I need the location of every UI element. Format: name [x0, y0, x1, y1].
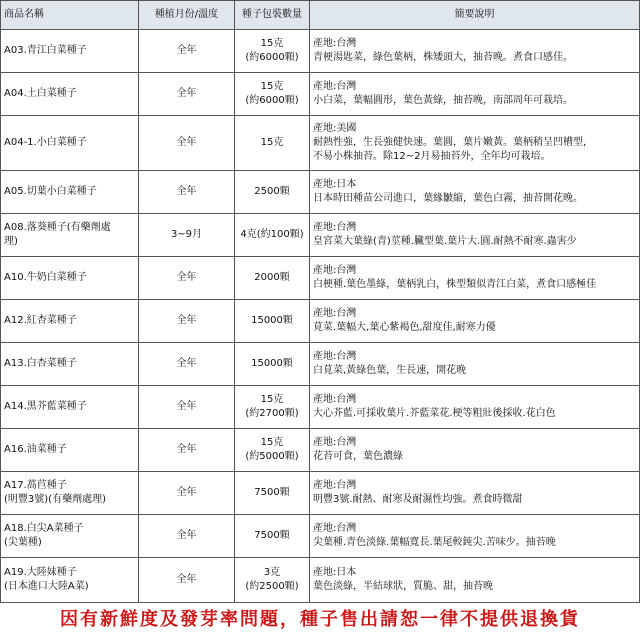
description-line: 白莧菜,黃綠色葉，生長速，開花晚	[313, 365, 467, 376]
description-line: 明豐3號.耐熱、耐寒及耐濕性均強。煮食時微甜	[313, 494, 523, 505]
description-line: 產地:日本	[313, 567, 357, 578]
description-line: 產地:台灣	[313, 437, 357, 448]
planting-month-line: 全年	[176, 401, 197, 412]
planting-month-line: 全年	[176, 574, 197, 585]
package-quantity-cell	[235, 472, 310, 515]
product-name-cell	[1, 472, 139, 515]
planting-month-cell	[139, 73, 235, 116]
description-line: 產地:日本	[313, 179, 357, 190]
package-quantity-cell	[235, 300, 310, 343]
package-quantity-line: 15克	[260, 137, 284, 148]
planting-month-cell	[139, 300, 235, 343]
description-line: 小白菜，葉幅圓形，葉色黃綠，抽苔晚，南部周年可栽培。	[313, 95, 573, 106]
product-name-line: (尖葉種)	[4, 537, 42, 548]
table-row	[1, 515, 640, 558]
product-name-line: A04-1.小白菜種子	[4, 137, 87, 148]
product-name-line: A13.白杏菜種子	[4, 358, 77, 369]
table-row	[1, 429, 640, 472]
product-name-line: A19.大陸妹種子	[4, 567, 77, 578]
planting-month-line: 全年	[176, 487, 197, 498]
planting-month-cell	[139, 171, 235, 214]
description-line: 不易小株抽苔。除12~2月易抽苔外，全年均可栽培。	[313, 151, 551, 162]
description-cell	[310, 343, 640, 386]
product-name-cell	[1, 257, 139, 300]
description-line: 產地:台灣	[313, 394, 357, 405]
product-name-cell	[1, 386, 139, 429]
header-planting-month: 種植月份/溫度	[139, 1, 235, 30]
package-quantity-line: (約5000顆)	[245, 451, 299, 462]
description-line: 莧菜.葉幅大,葉心紫褐色,甜度佳,耐寒力優	[313, 322, 496, 333]
description-cell	[310, 300, 640, 343]
description-line: 產地:台灣	[313, 523, 357, 534]
description-cell	[310, 214, 640, 257]
description-cell	[310, 386, 640, 429]
description-cell	[310, 171, 640, 214]
package-quantity-line: 2500顆	[254, 186, 290, 197]
table-row	[1, 30, 640, 73]
description-cell	[310, 429, 640, 472]
product-name-cell	[1, 116, 139, 171]
package-quantity-cell	[235, 515, 310, 558]
description-line: 尖葉種.青色淡綠.葉幅寬長.葉尾較鈍尖.苦味少。抽苔晚	[313, 537, 556, 548]
description-line: 青梗湯匙菜，綠色葉柄，株矮頭大，抽苔晚。煮食口感佳。	[313, 52, 573, 63]
product-name-line: A05.切葉小白菜種子	[4, 186, 97, 197]
package-quantity-cell	[235, 429, 310, 472]
header-package-quantity: 種子包裝數量	[235, 1, 310, 30]
package-quantity-line: 15克	[260, 394, 284, 405]
package-quantity-cell	[235, 73, 310, 116]
product-name-line: A14.黑芥藍菜種子	[4, 401, 87, 412]
table-row	[1, 116, 640, 171]
table-row	[1, 257, 640, 300]
planting-month-line: 全年	[176, 358, 197, 369]
planting-month-cell	[139, 386, 235, 429]
planting-month-cell	[139, 30, 235, 73]
package-quantity-line: 2000顆	[254, 272, 290, 283]
description-line: 產地:台灣	[313, 265, 357, 276]
planting-month-cell	[139, 116, 235, 171]
planting-month-line: 全年	[176, 137, 197, 148]
package-quantity-line: (約6000顆)	[245, 52, 299, 63]
planting-month-cell	[139, 257, 235, 300]
package-quantity-cell	[235, 214, 310, 257]
product-name-cell	[1, 73, 139, 116]
description-cell	[310, 257, 640, 300]
product-name-line: A16.油菜種子	[4, 444, 67, 455]
description-line: 產地:台灣	[313, 38, 357, 49]
product-name-cell	[1, 214, 139, 257]
description-line: 產地:台灣	[313, 81, 357, 92]
product-name-line: A04.土白菜種子	[4, 88, 77, 99]
description-line: 耐熱性強，生長強健快速。葉圓，葉片嫩黃。葉柄稍呈凹槽型，	[313, 137, 593, 148]
header-description: 簡要說明	[310, 1, 640, 30]
description-line: 白梗種.葉色墨綠，葉柄乳白，株型類似青江白菜，煮食口感極佳	[313, 279, 597, 290]
package-quantity-line: (約6000顆)	[245, 95, 299, 106]
description-cell	[310, 515, 640, 558]
package-quantity-line: 15克	[260, 38, 284, 49]
product-name-cell	[1, 171, 139, 214]
package-quantity-cell	[235, 386, 310, 429]
product-name-cell	[1, 300, 139, 343]
package-quantity-cell	[235, 116, 310, 171]
product-name-line: A17.萵苣種子	[4, 480, 67, 491]
product-name-cell	[1, 429, 139, 472]
description-cell	[310, 472, 640, 515]
planting-month-cell	[139, 429, 235, 472]
planting-month-line: 3~9月	[170, 229, 203, 240]
planting-month-cell	[139, 472, 235, 515]
package-quantity-line: 7500顆	[254, 487, 290, 498]
description-line: 產地:台灣	[313, 308, 357, 319]
description-line: 產地:台灣	[313, 222, 357, 233]
table-row	[1, 73, 640, 116]
no-return-notice: 因有新鮮度及發芽率問題，種子售出請恕一律不提供退換貨	[60, 609, 580, 630]
table-row	[1, 214, 640, 257]
package-quantity-line: 15克	[260, 81, 284, 92]
planting-month-line: 全年	[176, 88, 197, 99]
package-quantity-line: 15000顆	[251, 315, 293, 326]
package-quantity-cell	[235, 171, 310, 214]
description-line: 產地:台灣	[313, 480, 357, 491]
product-name-line: A18.白尖A菜種子	[4, 523, 84, 534]
package-quantity-line: (約2500顆)	[245, 581, 299, 592]
planting-month-line: 全年	[176, 315, 197, 326]
table-row	[1, 171, 640, 214]
planting-month-cell	[139, 343, 235, 386]
package-quantity-cell	[235, 257, 310, 300]
package-quantity-line: 7500顆	[254, 530, 290, 541]
package-quantity-cell	[235, 343, 310, 386]
package-quantity-line: 15克	[260, 437, 284, 448]
planting-month-line: 全年	[176, 444, 197, 455]
planting-month-line: 全年	[176, 45, 197, 56]
description-line: 大心芥藍.可採收葉片.芥藍菜花.梗等粗壯後採收.花白色	[313, 408, 556, 419]
header-product-name: 商品名稱	[1, 1, 139, 30]
planting-month-line: 全年	[176, 272, 197, 283]
package-quantity-line: (約2700顆)	[245, 408, 299, 419]
product-name-cell	[1, 343, 139, 386]
product-name-line: A12.紅杏菜種子	[4, 315, 77, 326]
description-cell	[310, 30, 640, 73]
description-line: 皇宮菜大葉綠(青)莖種.臟型葉.葉片大.圓.耐熱不耐寒.蟲害少	[313, 236, 577, 247]
package-quantity-line: 3克	[263, 567, 281, 578]
table-row	[1, 300, 640, 343]
product-name-line: A08.落葵種子(有藥劑處	[4, 222, 111, 233]
table-row	[1, 472, 640, 515]
package-quantity-cell	[235, 30, 310, 73]
description-line: 葉色淡綠，半結球狀，質脆、甜，抽苔晚	[313, 581, 493, 592]
planting-month-line: 全年	[176, 530, 197, 541]
product-name-line: (日本進口大陸A菜)	[4, 581, 89, 592]
product-name-cell	[1, 30, 139, 73]
package-quantity-line: 15000顆	[251, 358, 293, 369]
description-cell	[310, 73, 640, 116]
description-line: 日本時田種苗公司進口，葉緣皺縮，葉色白霧，抽苔開花晚。	[313, 193, 583, 204]
product-name-line: A03.青江白菜種子	[4, 45, 87, 56]
product-name-line: (明豐3號)(有藥劑處理)	[4, 494, 106, 505]
table-body	[1, 30, 640, 603]
planting-month-cell	[139, 214, 235, 257]
description-line: 產地:美國	[313, 123, 357, 134]
table-row	[1, 386, 640, 429]
product-name-line: 理)	[4, 236, 18, 247]
product-name-line: A10.牛奶白菜種子	[4, 272, 87, 283]
product-name-cell	[1, 515, 139, 558]
planting-month-line: 全年	[176, 186, 197, 197]
description-line: 花苔可食，葉色濃綠	[313, 451, 403, 462]
table-header-row	[1, 1, 640, 30]
table-row	[1, 343, 640, 386]
package-quantity-line: 4克(約100顆)	[240, 229, 304, 240]
description-cell	[310, 116, 640, 171]
planting-month-cell	[139, 515, 235, 558]
description-line: 產地:台灣	[313, 351, 357, 362]
